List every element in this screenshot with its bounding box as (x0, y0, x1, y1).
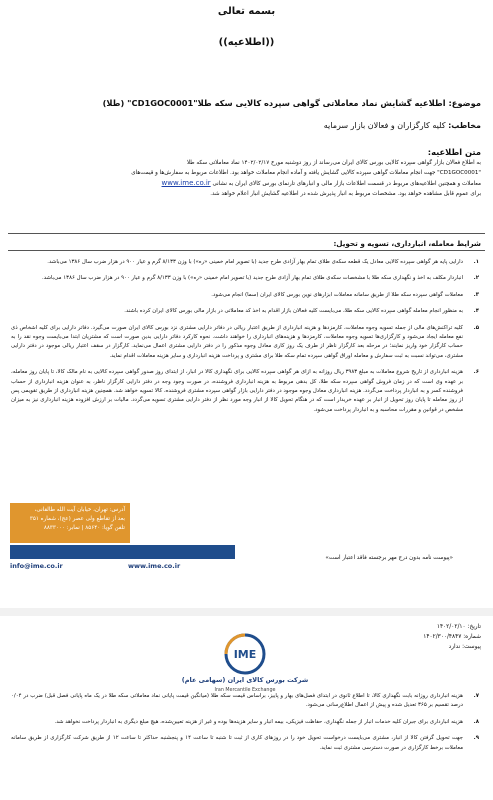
contacts-row (10, 562, 235, 570)
list-item (11, 368, 481, 415)
page-break (0, 608, 493, 616)
item-text: هزینه انبارداری روزانه بابت نگهداری کالا، تا اطلاع ثانوی در ابتدای فصل‌های بهار و پاییز، براساس قیمت سکه طلا (میانگین قیمت پایانی نماد معاملاتی سکه طلا در یک ماه پایانی فصل قبل) ضرب در ۰/۰۴ درصد تقسیم بر ۳۶۵ تعدیل شده و پیش از اعمال اطلاع‌رسانی می‌شود. (11, 693, 463, 709)
list-item (11, 324, 481, 362)
email-text[interactable]: info@ime.co.ir (10, 562, 63, 570)
subject-label: موضوع: (448, 98, 481, 108)
meta-attachment: پیوست: ندارد (448, 644, 481, 650)
item-text: به منظور انجام معامله گواهی سپرده کالایی سکه طلا، می‌بایست کلیه فعالان بازار اقدام به اخذ کد معاملاتی در بازار مالی بورس کالای ایران کرده باشند. (124, 308, 463, 315)
body-title: متن اطلاعیه: (427, 147, 481, 157)
announcement-heading: ((اطلاعیه)) (218, 37, 275, 48)
item-number: ۱. (473, 259, 479, 265)
addressee-text: کلیه کارگزاران و فعالان بازار سرمایه (323, 121, 446, 130)
item-number: ۵. (473, 324, 479, 331)
intro-line (13, 178, 481, 189)
bism-heading: بسمه تعالی (217, 6, 276, 17)
meta-number: شماره: ۱۴۰۲/۳۰۰/۴۸۴۷ (423, 634, 481, 640)
intro-line: "CD1GOC0001" جهت انجام معاملات گواهی سپرده کالایی گشایش یافته و آماده انجام معاملات خواهد بود. اطلاعات مربوط به سفارش‌ها و قیمت‌های (131, 170, 481, 176)
item-number: ۳. (473, 291, 479, 298)
conditions-list (11, 258, 481, 422)
address-line: بعد از تقاطع ولی عصر (عج)، شماره ۳۵۱ (29, 516, 125, 522)
item-number: ۲. (473, 275, 479, 282)
website-text[interactable]: www.ime.co.ir (128, 562, 181, 570)
item-text: جهت تحویل گرفتن کالا از انبار، مشتری می‌بایست درخواست تحویل خود را در روزهای کاری از ثبت تا شنبه تا ساعت ۱۴ و پنجشنبه حداکثر تا ساعت ۱۲ از طریق شرکت کارگزاری از طریق سامانه معاملات برخط کارگزاری در صورت دسترسی مشتری ثبت نماید. (11, 735, 463, 751)
divider (8, 250, 485, 251)
item-number: ۶. (473, 369, 479, 376)
intro-line: به اطلاع فعالان بازار گواهی سپرده کالایی بورس کالای ایران می‌رساند از روز دوشنبه مورخ ۱۴۰۲/۰۲/۱۷ نماد معاملاتی سکه طلا (186, 160, 481, 166)
item-text: دارایی پایه هر گواهی سپرده کالایی معادل یک قطعه سکه‌ی طلای تمام بهار آزادی طرح جدید (با تصویر امام خمینی «ره») با وزن ۸/۱۳۳ گرم و عیار ۹۰۰ در هزار ضرب سال ۱۳۸۶ می‌باشد. (47, 259, 463, 265)
intro-line-text: معاملات و همچنین اطلاعیه‌های مربوط در قسمت اطلاعات بازار مالی و انبارهای تارنمای بورس کالای ایران به نشانی (212, 181, 481, 187)
item-number: ۹. (473, 735, 479, 742)
logo-name: شرکت بورس کالای ایران (سهامی عام) (181, 676, 309, 684)
item-number: ۴. (473, 308, 479, 315)
divider (8, 233, 485, 234)
item-text: انباردار مکلف به اخذ و نگهداری سکه طلا با مشخصات سکه‌ی طلای تمام بهار آزادی طرح جدید (با تصویر امام خمینی «ره») با وزن ۸/۱۳۳ گرم و عیار ۹۰۰ در هزار ضرب سال ۱۳۸۶ می‌باشد. (41, 275, 463, 282)
meta-date: تاریخ: ۱۴۰۲/۰۲/۱۰ (436, 624, 481, 630)
footer-band (10, 545, 235, 559)
footer-note: «پیوست نامه بدون درج مهر برجسته فاقد اعتبار است» (325, 555, 453, 561)
address-line: آدرس: تهران، خیابان آیت الله طالقانی، (34, 507, 125, 513)
list-item (11, 692, 481, 711)
item-text: کلیه تراکنش‌های مالی از جمله تسویه وجوه معاملات، کارمزدها و هزینه انبارداری از طریق اعتبار ریالی در دفاتر دارایی مشتری نزد بورس کالای ایران صورت می‌گیرد. دفاتر دارایی برای کلیه اشخاص ذی نفع معامله ایجاد می‌شود و کارگزاری‌ها تسویه وجوه معاملات، کارمزدها و هزینه‌های انبارداری را خواهند داشت. نحوه کارکرد دفاتر دارایی بدین صورت است که مشتریان ابتدا می‌بایست وجوه نقد را به حساب کارگزار خود واریز نمایند؛ در مرحله بعد کارگزار ناظر از طرف یک روز کاری معادل وجوه مذکور را در دفتر دارایی مشتری اعمال می‌نماید. کارگزار در سقف اعتبار ریالی موجود در دفتر دارایی مشتری، می‌تواند نسبت به ثبت سفارش و معامله اوراق گواهی سپرده تمام سکه طلا برای مشتری و پرداخت هزینه انبارداری و سایر هزینه معاملات اقدام نماید. (11, 324, 463, 359)
intro-line: برای عموم قابل مشاهده خواهد بود. مشخصات مربوط به انبار پذیرش شده در اطلاعیه گشایش انبار اعلام خواهد شد. (210, 191, 481, 197)
item-number: ۸. (473, 718, 479, 725)
address-box (10, 503, 130, 543)
item-text: هزینه انبارداری برای جبران کلیه خدمات انبار از جمله نگهداری، حفاظت فیزیکی، بیمه انبار و سایر هزینه‌ها بوده و غیر از هزینه تعیین‌شده، هیچ مبلغ دیگری به انباردار پرداخت نخواهد شد. (54, 718, 463, 725)
subject-line (11, 98, 481, 108)
conditions-title: شرایط معامله، انبارداری، تسویه و تحویل: (333, 239, 481, 248)
letterhead-footer (10, 503, 235, 601)
list-item (11, 258, 481, 267)
addressee-label: مخاطب: (448, 121, 481, 130)
list-item (11, 291, 481, 300)
addressee-line (11, 121, 481, 130)
list-item (11, 307, 481, 316)
item-text: معاملات گواهی سپرده سکه طلا از طریق سامانه معاملات ابزارهای نوین بورس کالای ایران (سما) انجام می‌شود. (211, 291, 463, 298)
item-text: هزینه انبارداری از تاریخ شروع معاملات به مبلغ ۳۹۸۳ ریال روزانه به ازای هر گواهی سپرده کالایی برای نگهداری کالا در انبار، از ابتدای روز صدور گواهی سپرده کالایی به نام مالک کالا، تا پایان روز معامله، بر عهده وی است که در زمان فروش گواهی سپرده سکه طلا، کل بدهی مربوط به هزینه انبارداری فروشنده، در صورت وجود وجه در دفتر دارایی کارگزار ناظر، به عنوان هزینه انبارداری از حساب فروشنده کسر و به انباردار پرداخت می‌گردد. هزینه انبارداری معادل وجوه موجود در دفتر دارایی بازار گواهی سپرده مشتری فروشنده، کالا تسویه خواهد شد. همچنین هزینه انبارداری از طریق تقویمی پس از روز معامله تا پایان روز تحویل از انبار بر عهده خریدار است که در هنگام تحویل کالا از انبار وجه مورد نظر از دفتر دارایی مشتری تسویه می‌گردد. مالیات بر ارزش افزوده هزینه انبارداری نیز به میزان مشخص در قوانین و مقررات محاسبه و به انباردار پرداخت می‌شود. (11, 369, 463, 413)
address-line: تلفن گویا: ۸۵۶۴۰ | نمابر: ۸۸۳۳۰۰۰ (43, 525, 125, 531)
conditions-list-continued (11, 692, 481, 760)
item-number: ۷. (473, 693, 479, 699)
list-item (11, 718, 481, 727)
website-link[interactable]: www.ime.co.ir (161, 179, 211, 187)
list-item (11, 274, 481, 283)
intro-paragraph (13, 158, 481, 199)
subject-text: اطلاعیه گشایش نماد معاملاتی گواهی سپرده کالایی سکه طلا"CD1GOC0001" (طلا) (102, 98, 446, 108)
list-item (11, 734, 481, 753)
ime-logo-icon (165, 632, 325, 676)
logo-mark: IME (233, 648, 257, 661)
logo-english: Iran Mercantile Exchange (214, 688, 276, 693)
